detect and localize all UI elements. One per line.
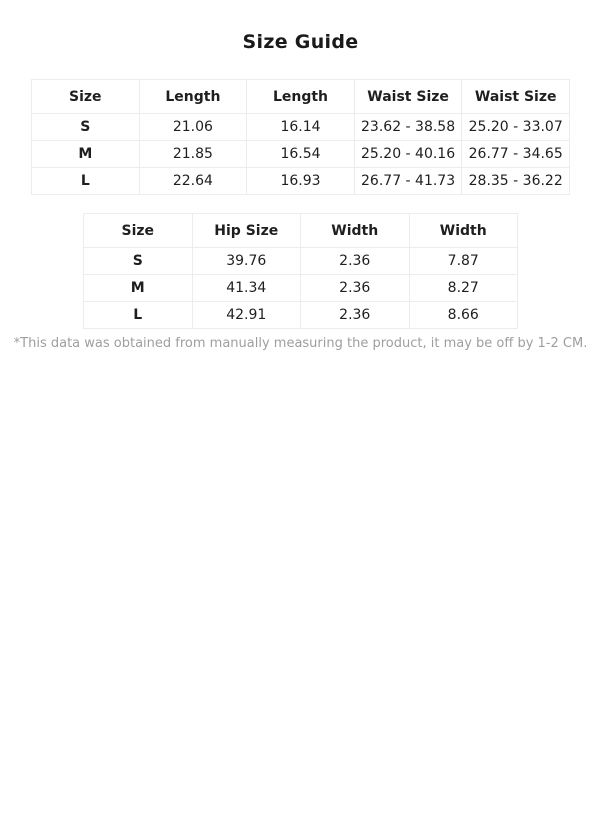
measurement-cell: 2.36 <box>301 302 410 329</box>
measurement-cell: 16.14 <box>247 114 355 141</box>
table-row <box>84 302 518 329</box>
table-row <box>32 141 570 168</box>
column-header: Waist Size <box>462 80 570 114</box>
column-header: Waist Size <box>354 80 462 114</box>
column-header: Size <box>32 80 140 114</box>
measurement-cell: 21.06 <box>139 114 247 141</box>
size-cell: M <box>84 275 193 302</box>
measurement-cell: 25.20 - 40.16 <box>354 141 462 168</box>
table-row <box>84 248 518 275</box>
measurement-cell: 25.20 - 33.07 <box>462 114 570 141</box>
size-table-secondary <box>83 213 518 329</box>
measurement-cell: 2.36 <box>301 248 410 275</box>
table-row <box>32 168 570 195</box>
column-header: Length <box>139 80 247 114</box>
measurement-cell: 28.35 - 36.22 <box>462 168 570 195</box>
measurement-cell: 16.93 <box>247 168 355 195</box>
column-header: Width <box>301 214 410 248</box>
size-cell: L <box>32 168 140 195</box>
table-row <box>32 114 570 141</box>
measurement-cell: 22.64 <box>139 168 247 195</box>
header-row <box>84 214 518 248</box>
size-cell: M <box>32 141 140 168</box>
size-table-primary <box>31 79 570 195</box>
measurement-disclaimer: *This data was obtained from manually measuring the product, it may be off by 1-2 CM. <box>13 336 588 351</box>
size-cell: L <box>84 302 193 329</box>
measurement-cell: 16.54 <box>247 141 355 168</box>
measurement-cell: 42.91 <box>192 302 301 329</box>
measurement-cell: 7.87 <box>409 248 518 275</box>
measurement-cell: 39.76 <box>192 248 301 275</box>
measurement-cell: 8.27 <box>409 275 518 302</box>
size-cell: S <box>84 248 193 275</box>
column-header: Size <box>84 214 193 248</box>
column-header: Hip Size <box>192 214 301 248</box>
measurement-cell: 26.77 - 41.73 <box>354 168 462 195</box>
header-row <box>32 80 570 114</box>
table-row <box>84 275 518 302</box>
column-header: Width <box>409 214 518 248</box>
measurement-cell: 2.36 <box>301 275 410 302</box>
measurement-cell: 8.66 <box>409 302 518 329</box>
size-cell: S <box>32 114 140 141</box>
measurement-cell: 26.77 - 34.65 <box>462 141 570 168</box>
measurement-cell: 41.34 <box>192 275 301 302</box>
measurement-cell: 23.62 - 38.58 <box>354 114 462 141</box>
page-title: Size Guide <box>242 31 359 53</box>
column-header: Length <box>247 80 355 114</box>
measurement-cell: 21.85 <box>139 141 247 168</box>
